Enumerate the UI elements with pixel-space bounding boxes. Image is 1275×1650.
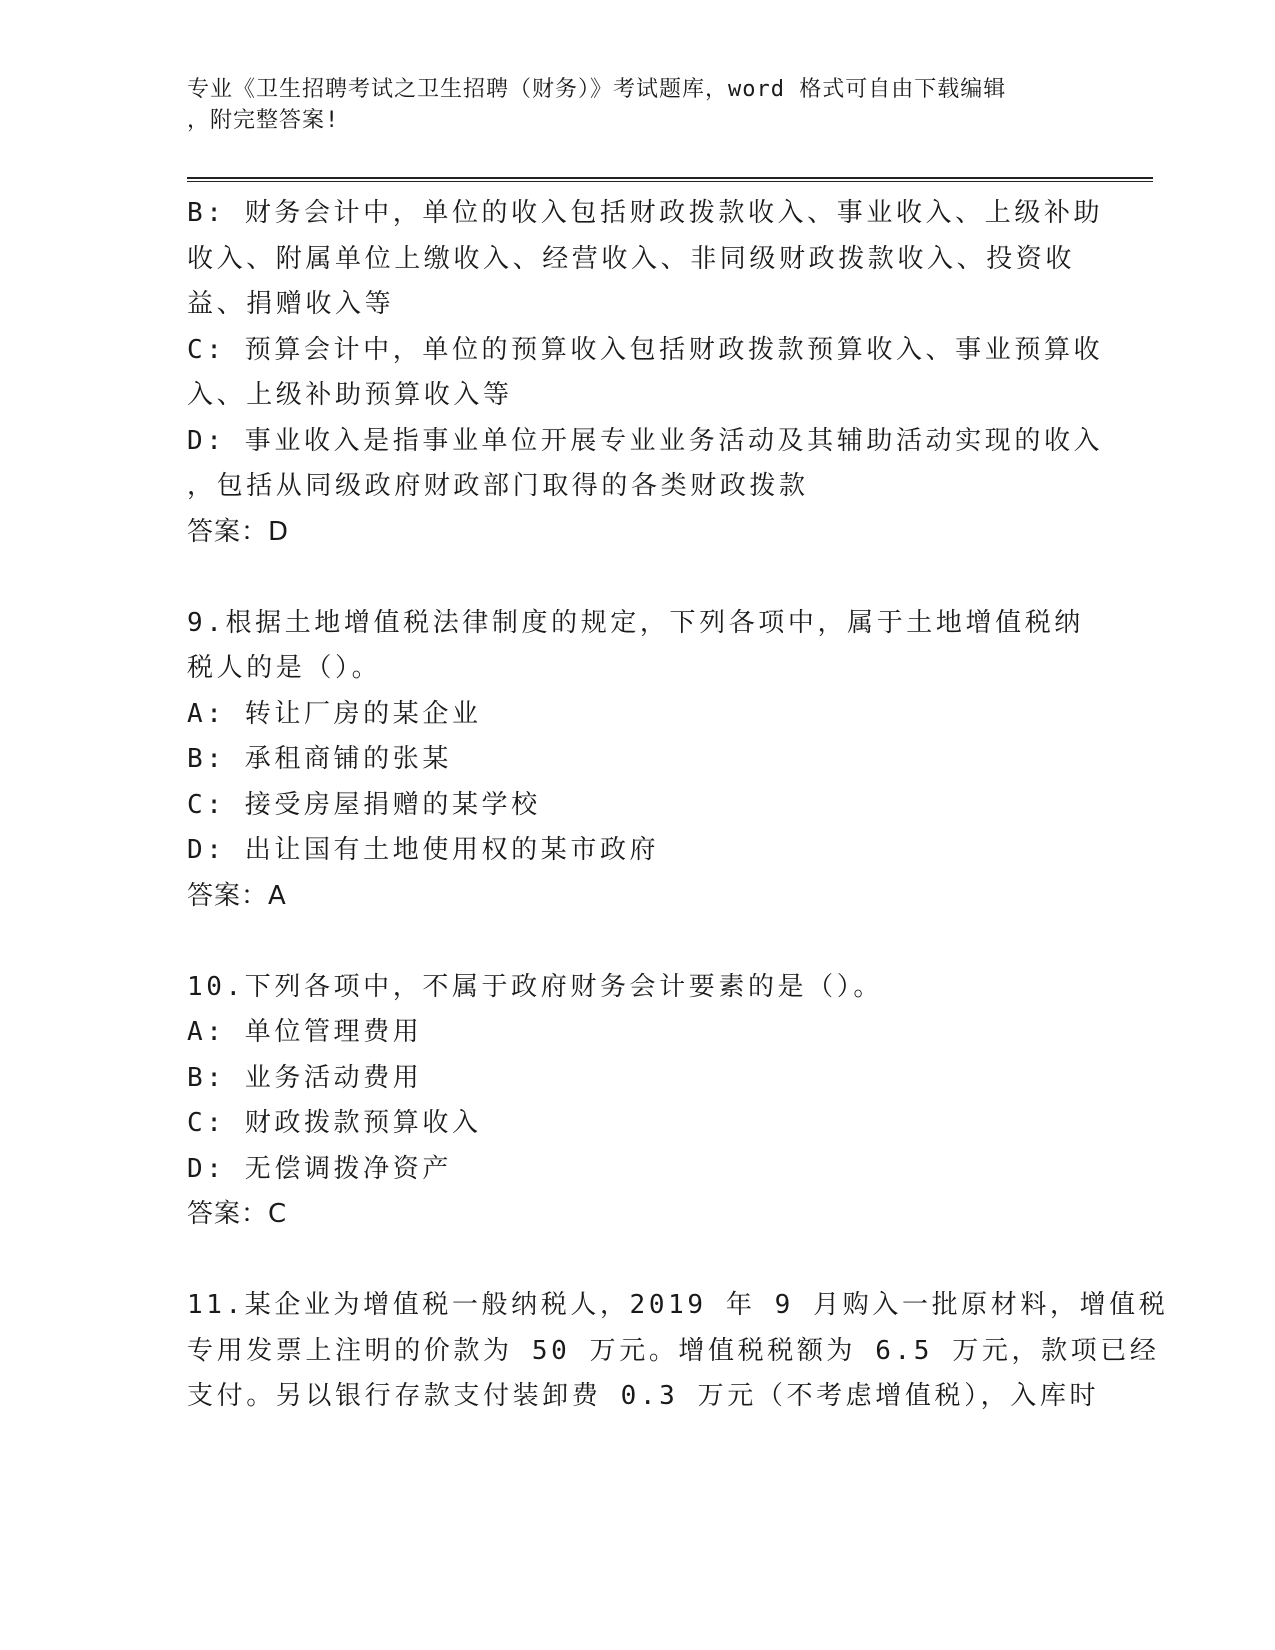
option-c-line: 入、上级补助预算收入等 — [187, 380, 513, 410]
question-stem-line: 11.某企业为增值税一般纳税人，2019 年 9 月购入一批原材料，增值税 — [187, 1290, 1169, 1320]
question-stem-line: 专用发票上注明的价款为 50 万元。增值税税额为 6.5 万元，款项已经 — [187, 1335, 1160, 1366]
option-c: C: 财政拨款预算收入 — [187, 1108, 482, 1138]
option-b-line: 益、捐赠收入等 — [187, 289, 395, 319]
question-9 — [187, 601, 1087, 920]
spacer — [187, 1238, 1087, 1284]
question-stem-line: 9.根据土地增值税法律制度的规定，下列各项中，属于土地增值税纳 — [187, 607, 1084, 638]
answer-label: 答案：A — [187, 880, 287, 911]
question-stem-line: 支付。另以银行存款支付装卸费 0.3 万元（不考虑增值税），入库时 — [187, 1381, 1100, 1411]
question-11 — [187, 1283, 1169, 1420]
header-line: ，附完整答案! — [187, 108, 340, 133]
header-line: 专业《卫生招聘考试之卫生招聘（财务）》考试题库，word 格式可自由下载编辑 — [187, 77, 1007, 102]
option-c: C: 接受房屋捐赠的某学校 — [187, 789, 541, 820]
option-a: A: 单位管理费用 — [187, 1017, 423, 1047]
question-stem-line: 税人的是（）。 — [187, 653, 382, 683]
option-a: A: 转让厂房的某企业 — [187, 698, 482, 729]
option-d: D: 无偿调拨净资产 — [187, 1153, 452, 1184]
option-b: B: 业务活动费用 — [187, 1062, 423, 1093]
option-b-line: 收入、附属单位上缴收入、经营收入、非同级财政拨款收入、投资收 — [187, 243, 1076, 274]
question-10 — [187, 965, 1087, 1238]
header-divider — [187, 177, 1153, 182]
option-d-line: D: 事业收入是指事业单位开展专业业务活动及其辅助活动实现的收入 — [187, 425, 1104, 456]
answer-label: 答案：C — [187, 1199, 288, 1229]
document-body — [187, 191, 1169, 1420]
page-header — [187, 74, 1067, 136]
option-b: B: 承租商铺的张某 — [187, 744, 452, 774]
question-stem-line: 10.下列各项中，不属于政府财务会计要素的是（）。 — [187, 971, 883, 1002]
option-c-line: C: 预算会计中，单位的预算收入包括财政拨款预算收入、事业预算收 — [187, 334, 1104, 365]
question-8-continued — [187, 191, 1104, 555]
option-d-line: ，包括从同级政府财政部门取得的各类财政拨款 — [187, 471, 809, 501]
spacer — [187, 919, 1087, 965]
spacer — [187, 555, 1087, 601]
option-b-line: B: 财务会计中，单位的收入包括财政拨款收入、事业收入、上级补助 — [187, 198, 1104, 228]
option-d: D: 出让国有土地使用权的某市政府 — [187, 835, 660, 865]
answer-label: 答案：D — [187, 516, 290, 547]
